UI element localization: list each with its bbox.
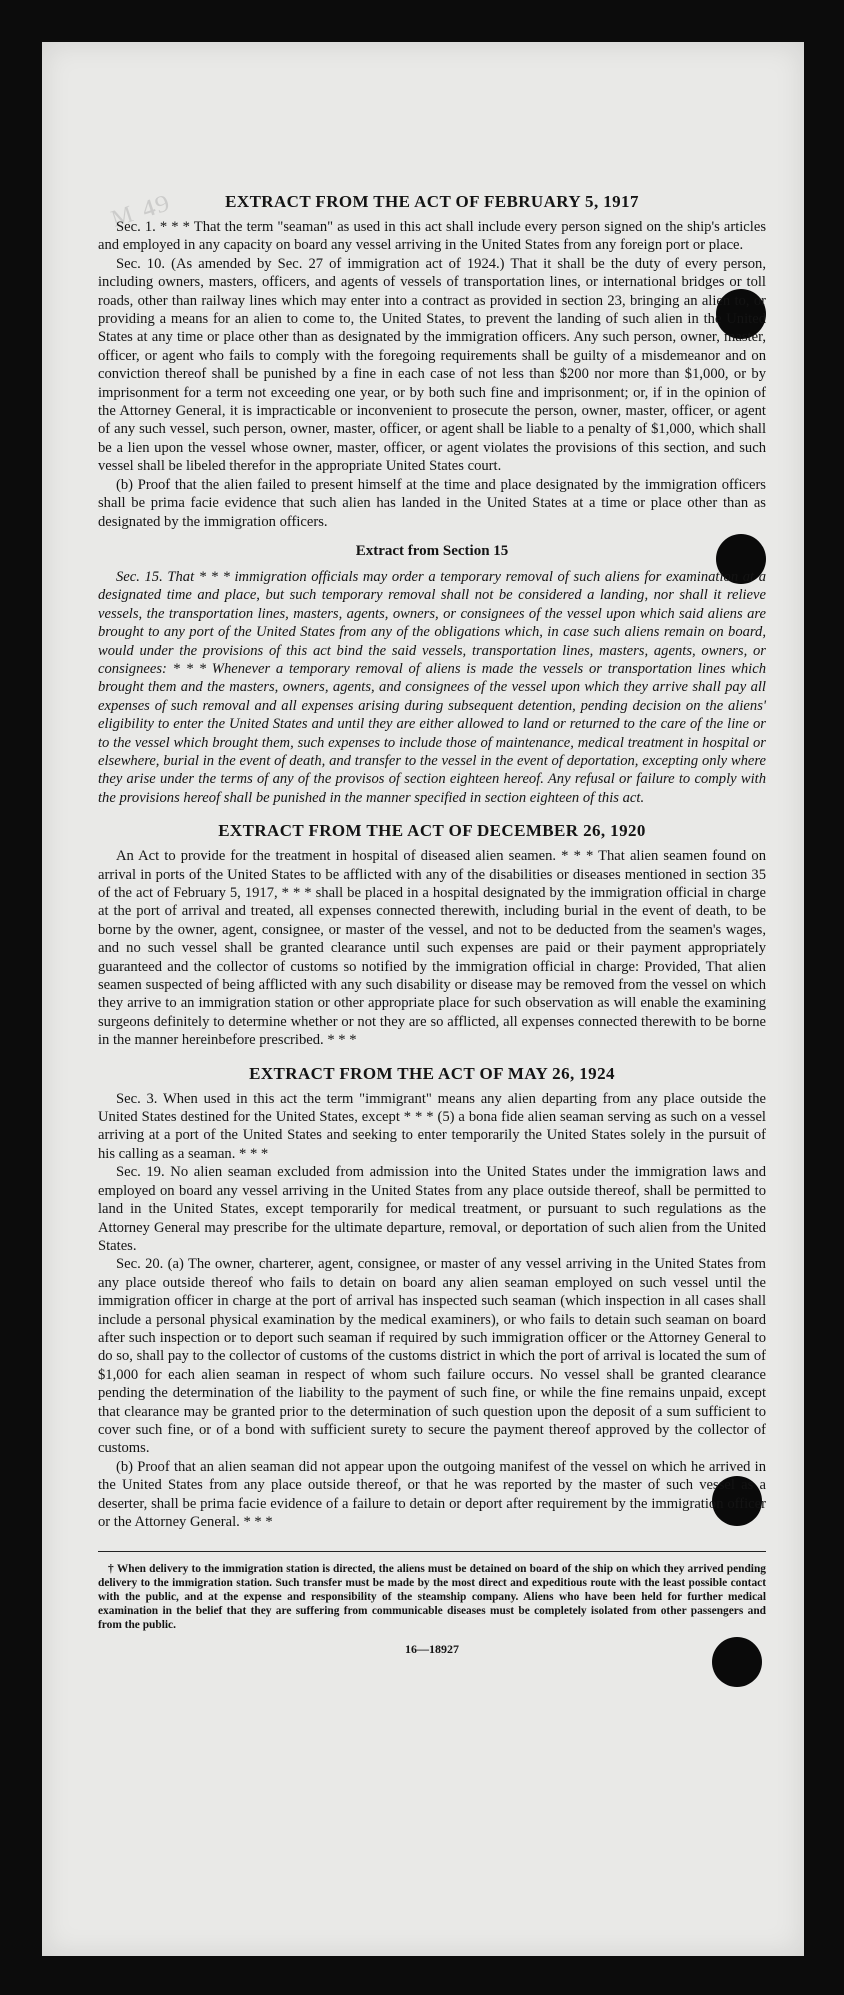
section-heading: EXTRACT FROM THE ACT OF MAY 26, 1924 bbox=[249, 1063, 615, 1083]
act-1917-extract bbox=[98, 192, 766, 531]
paragraph: Sec. 3. When used in this act the term "immigrant" means any alien departing from any place outside the United States destined for the United States, except * * * (5) a bona fide alien seaman serving as such on a vessel arriving at a port of the United States and seeking to enter temporarily the United States solely in the pursuit of his calling as a seaman. * * * bbox=[98, 1090, 766, 1162]
paragraph: Sec. 10. (As amended by Sec. 27 of immigration act of 1924.) That it shall be the duty of every person, including owners, masters, officers, and agents of vessels of transportation lines, or international bridges or toll roads, other than railway lines which may enter into a contract as provided in section 23, bringing an alien to, or providing a means for an alien to come to, the United States, to prevent the landing of such alien in the United States at any time or place other than as designated by the immigration officers. Any such person, owner, master, officer, or agent who fails to comply with the foregoing requirements shall be guilty of a misdemeanor and on conviction thereof shall be punished by a fine in each case of not less than $200 nor more than $1,000, or by imprisonment for a term not exceeding one year, or by both such fine and imprisonment; or, if in the opinion of the Attorney General, it is impracticable or inconvenient to prosecute the person, owner, master, officer, or agent of any such vessel, such person, owner, master, officer, or agent shall be liable to a penalty of $1,000, which shall be a lien upon the vessel whose owner, master, officer, or agent violates the provisions of this section, and such vessel shall be libeled therefor in the appropriate United States court. bbox=[98, 255, 766, 475]
section-heading: EXTRACT FROM THE ACT OF FEBRUARY 5, 1917 bbox=[225, 192, 639, 211]
act-1924-extract bbox=[98, 1064, 766, 1532]
document-page bbox=[42, 42, 804, 1956]
section-15-extract bbox=[98, 543, 766, 807]
paragraph: (b) Proof that an alien seaman did not appear upon the outgoing manifest of the vessel on which he arrived in the United States from any place outside thereof, or that he was reported by the master of such vessel as a deserter, shall be prima facie evidence of a failure to detain or deport after requirement by the immigration officer or the Attorney General. * * * bbox=[98, 1458, 766, 1530]
footnote-divider bbox=[98, 1551, 766, 1552]
page-number: 16—18927 bbox=[405, 1642, 459, 1657]
paragraph: Sec. 19. No alien seaman excluded from admission into the United States under the immigration laws and employed on board any vessel arriving in the United States from any place outside thereof, shall be permitted to land in the United States, except temporarily for medical treatment, or pursuant to such regulations as the Attorney General may prescribe for the ultimate departure, removal, or deportation of such alien from the United States. bbox=[98, 1164, 766, 1254]
paragraph: Sec. 1. * * * That the term "seaman" as used in this act shall include every person signed on the ship's articles and employed in any capacity on board any vessel arriving in the United States from any foreign port or place. bbox=[98, 219, 766, 254]
paragraph: Sec. 20. (a) The owner, charterer, agent, consignee, or master of any vessel arriving in the United States from any place outside thereof who fails to detain on board any alien seaman employed on such vessel until the immigration officer in charge at the port of arrival has inspected such seaman (which inspection in all cases shall include a personal physical examination by the medical examiners), or who fails to detain such seaman on board after such inspection or to deport such seaman if required by such immigration officer or the Attorney General to do so, shall pay to the collector of customs of the customs district in which the port of arrival is located the sum of $1,000 for each alien seaman in respect of whom such failure occurs. No vessel shall be granted clearance pending the determination of the liability to the payment of such fine, or while the fine remains unpaid, except that clearance may be granted prior to the determination of such question upon the deposit of a sum sufficient to cover such fine, or of a bond with sufficient surety to secure the payment thereof approved by the collector of customs. bbox=[98, 1256, 766, 1457]
faint-stamp-mark: ᴹ ⁴⁹ bbox=[106, 184, 177, 247]
section-heading: Extract from Section 15 bbox=[355, 542, 509, 559]
paragraph: Sec. 15. That * * * immigration officials may order a temporary removal of such aliens for examination at a designated time and place, but such temporary removal shall not be considered a landing, nor shall it relieve vessels, the transportation lines, masters, agents, owners, or consignees of the vessel upon which said aliens are brought to any port of the United States from any of the obligations which, in case such aliens remain on board, would under the provisions of this act bind the said vessels, transportation lines, masters, agents, owners, or consignees: * * * Whenever a temporary removal of aliens is made the vessels or transportation lines which brought them and the masters, owners, agents, and consignees of the vessel upon which they arrive shall pay all expenses of such removal and all expenses arising during subsequent detention, pending decision on the aliens' eligibility to enter the United States and until they are either allowed to land or returned to the care of the line or to the vessel which brought them, such expenses to include those of maintenance, medical treatment in hospital or elsewhere, burial in the event of death, and transfer to the vessel in the event of deportation, excepting only where they arise under the terms of any of the provisos of section eighteen hereof. Any refusal or failure to comply with the provisions hereof shall be punished in the manner specified in section eighteen of this act. bbox=[98, 568, 766, 806]
footnote bbox=[98, 1562, 766, 1632]
section-heading: EXTRACT FROM THE ACT OF DECEMBER 26, 1920 bbox=[218, 821, 646, 841]
paragraph: An Act to provide for the treatment in hospital of diseased alien seamen. * * * That alien seamen found on arrival in ports of the United States to be afflicted with any of the disabilities or diseases mentioned in section 35 of the act of February 5, 1917, * * * shall be placed in a hospital designated by the immigration official in charge at the port of arrival and treated, all expenses connected therewith, including burial in the event of death, to be borne by the owner, agent, consignee, or master of the vessel, and not to be deducted from the seamen's wages, and no such vessel shall be granted clearance until such expenses are paid or their payment appropriately guaranteed and the collector of customs so notified by the immigration official in charge: Provided, That alien seamen suspected of being afflicted with any such disability or disease may be removed from the vessel on which they arrive to an immigration station or other appropriate place for such observation as will enable the examining surgeons definitely to determine whether or not they are so afflicted, all expenses connected therewith to be borne in the manner hereinbefore prescribed. * * * bbox=[98, 848, 766, 1049]
footnote-text: † When delivery to the immigration station is directed, the aliens must be detained on board of the ship on which they arrived pending delivery to the immigration station. Such transfer must be made by the most direct and expeditious route with the least possible contact with the public, and at the expense and responsibility of the steamship company. Aliens who have been held for further medical examination in the belief that they are suffering from communicable diseases must be completely isolated from other passengers and from the public. bbox=[98, 1563, 766, 1632]
act-1920-extract bbox=[98, 821, 766, 1049]
paragraph: (b) Proof that the alien failed to present himself at the time and place designated by the immigration officers shall be prima facie evidence that such alien has landed in the United States at a time or place other than as designated by the immigration officers. bbox=[98, 476, 766, 530]
document-body bbox=[98, 192, 766, 1657]
